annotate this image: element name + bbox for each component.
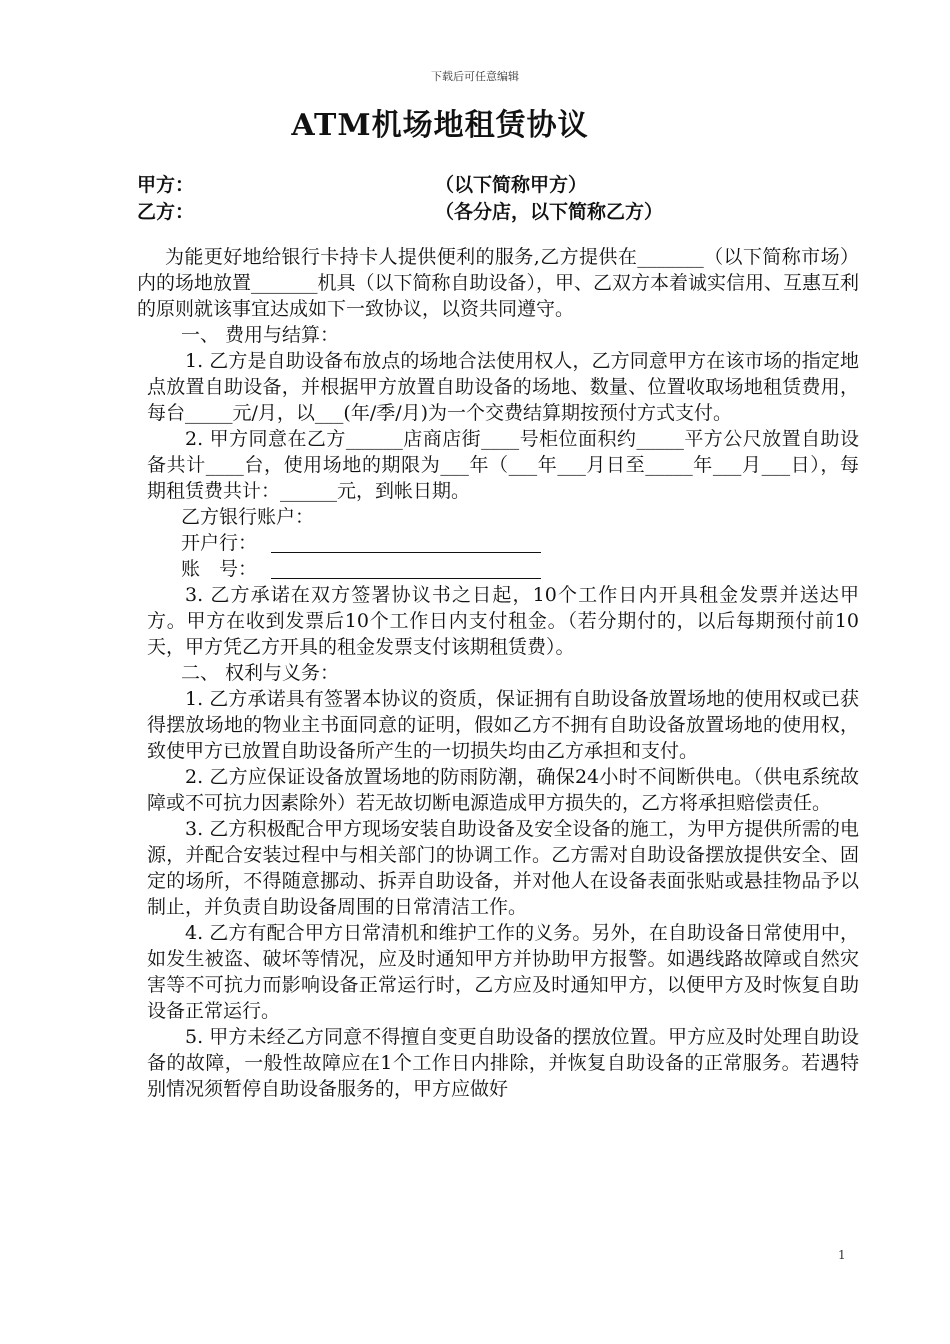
party-b-label: 乙方： [137,201,195,223]
section-1-item-1: 1. 乙方是自助设备布放点的场地合法使用权人，乙方同意甲方在该市场的指定地点放置自助设备，并根据甲方放置自助设备的场地、数量、位置收取场地租赁费用，每台_____元/月，以___(年/季/月)为一个交费结算期按预付方式支付。 [147,350,859,424]
section-1-item-3: 3. 乙方承诺在双方签署协议书之日起，10个工作日内开具租金发票并送达甲方。甲方在收到发票后10个工作日内支付租金。（若分期付的，以后每期预付前10天，甲方凭乙方开具的租金发票支付该期租赁费）。 [147,584,859,658]
section-2-item-4: 4. 乙方有配合甲方日常清机和维护工作的义务。另外，在自助设备日常使用中，如发生被盗、破坏等情况，应及时通知甲方并协助甲方报警。如遇线路故障或自然灾害等不可抗力而影响设备正常运行时，乙方应及时通知甲方，以便甲方及时恢复自助设备正常运行。 [147,922,859,1022]
bank-open-row [137,530,859,556]
party-b-row [137,199,857,226]
section-1-item-2: 2. 甲方同意在乙方______店商店街____号柜位面积约_____平方公尺放置自助设备共计____台，使用场地的期限为___年（___年___月日至_____年___月___日），每期租赁费共计：______元，到帐日期。 [147,428,859,502]
bank-account-blank [271,560,541,579]
section-2-item-5: 5. 甲方未经乙方同意不得擅自变更自助设备的摆放位置。甲方应及时处理自助设备的故障，一般性故障应在1个工作日内排除，并恢复自助设备的正常服务。若遇特别情况须暂停自助设备服务的，甲方应做好 [147,1026,859,1100]
party-a-label: 甲方： [137,174,195,196]
party-b-note: （各分店，以下简称乙方） [435,201,664,223]
document-title: ATM机场地租赁协议 [291,108,589,143]
section-2-item-3: 3. 乙方积极配合甲方现场安装自助设备及安全设备的施工，为甲方提供所需的电源，并配合安装过程中与相关部门的协调工作。乙方需对自助设备摆放提供安全、固定的场所，不得随意挪动、拆弄自助设备，并对他人在设备表面张贴或悬挂物品予以制止，并负责自助设备周围的日常清洁工作。 [147,818,859,918]
section-2-item-1: 1. 乙方承诺具有签署本协议的资质，保证拥有自助设备放置场地的使用权或已获得摆放场地的物业主书面同意的证明，假如乙方不拥有自助设备放置场地的使用权，致使甲方已放置自助设备所产生的一切损失均由乙方承担和支付。 [147,688,859,762]
party-a-note: （以下简称甲方） [435,174,588,196]
section-2-item-2: 2. 乙方应保证设备放置场地的防雨防潮，确保24小时不间断供电。（供电系统故障或不可抗力因素除外）若无故切断电源造成甲方损失的，乙方将承担赔偿责任。 [147,766,859,814]
section-2-heading: 二、 权利与义务： [181,662,340,684]
bank-open-label: 开户行： [181,532,258,554]
parties-block [137,172,857,226]
intro-paragraph: 为能更好地给银行卡持卡人提供便利的服务,乙方提供在_______（以下简称市场）内的场地放置_______机具（以下简称自助设备），甲、乙双方本着诚实信用、互惠互利的原则就该事宜达成如下一致协议，以资共同遵守。 [137,246,860,320]
bank-account-row [137,556,859,582]
page-header: 下载后可任意编辑 [431,70,519,83]
bank-account-title: 乙方银行账户： [181,506,315,528]
bank-account-label: 账 号： [181,558,258,580]
document-body [137,244,859,1102]
bank-open-blank [271,534,541,553]
page-number: 1 [838,1248,846,1262]
section-1-heading: 一、 费用与结算： [181,324,340,346]
party-a-row [137,172,857,199]
